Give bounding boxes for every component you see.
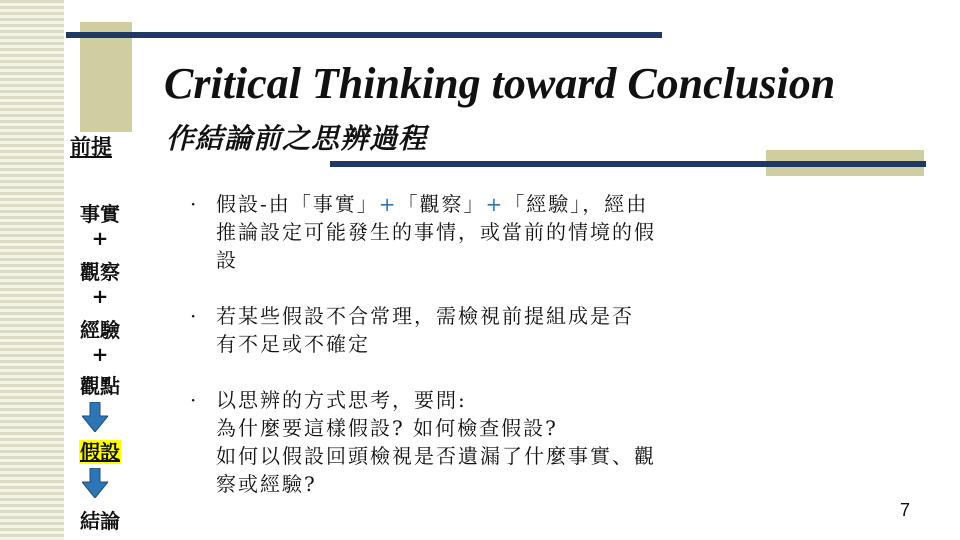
bullet-item-2 — [186, 302, 766, 358]
sidebar-assumption-label: 假設 — [80, 440, 120, 464]
bullet-item-1 — [186, 190, 766, 274]
sidebar-fact: 事實 — [80, 202, 120, 226]
slide-subtitle: 作結論前之思辨過程 — [166, 122, 428, 155]
decorative-rule-right — [330, 161, 926, 167]
bullet-2-line-1: 若某些假設不合常理，需檢視前提組成是否 — [216, 304, 634, 328]
sidebar-experience: 經驗 — [80, 318, 120, 342]
arrow-down-icon — [82, 468, 108, 498]
decorative-stripes — [0, 0, 64, 540]
sidebar-observe: 觀察 — [80, 260, 120, 284]
bullet-3-line-2: 為什麼要這樣假設? 如何檢查假設? — [216, 416, 558, 440]
bullet-3-line-1: 以思辨的方式思考，要問: — [216, 388, 467, 412]
sidebar-viewpoint: 觀點 — [80, 374, 120, 398]
slide-title: Critical Thinking toward Conclusion — [164, 59, 836, 108]
bullet-dot: · — [190, 192, 199, 216]
bullet-1-text-a: 假設-由「事實」 — [216, 192, 379, 216]
bullet-dot: · — [190, 304, 199, 328]
bullet-list — [186, 190, 766, 526]
bullet-1-plus-b: + — [485, 192, 505, 216]
bullet-1-text-c: 「經驗」，經由 — [504, 192, 649, 216]
sidebar-premise: 前提 — [70, 134, 112, 159]
bullet-3-line-4: 察或經驗? — [216, 472, 317, 496]
decorative-tan-block-top — [80, 22, 132, 132]
sidebar-plus-1: + — [91, 226, 109, 250]
bullet-item-3 — [186, 386, 766, 498]
sidebar-plus-2: + — [91, 284, 109, 308]
page-number: 7 — [900, 500, 911, 520]
bullet-dot: · — [190, 388, 199, 412]
bullet-1-plus-a: + — [378, 192, 398, 216]
arrow-down-icon — [82, 402, 108, 432]
bullet-1-line-1 — [216, 190, 766, 218]
bullet-1-line-3: 設 — [216, 248, 238, 272]
sidebar-assumption — [70, 436, 130, 465]
bullet-2-line-2: 有不足或不確定 — [216, 332, 370, 356]
sidebar-conclusion: 結論 — [80, 509, 120, 533]
decorative-rule-top — [66, 32, 662, 38]
bullet-1-text-b: 「觀察」 — [397, 192, 486, 216]
sidebar-plus-3: + — [91, 342, 109, 366]
bullet-3-line-3: 如何以假設回頭檢視是否遺漏了什麼事實、觀 — [216, 444, 656, 468]
bullet-1-line-2: 推論設定可能發生的事情，或當前的情境的假 — [216, 220, 656, 244]
